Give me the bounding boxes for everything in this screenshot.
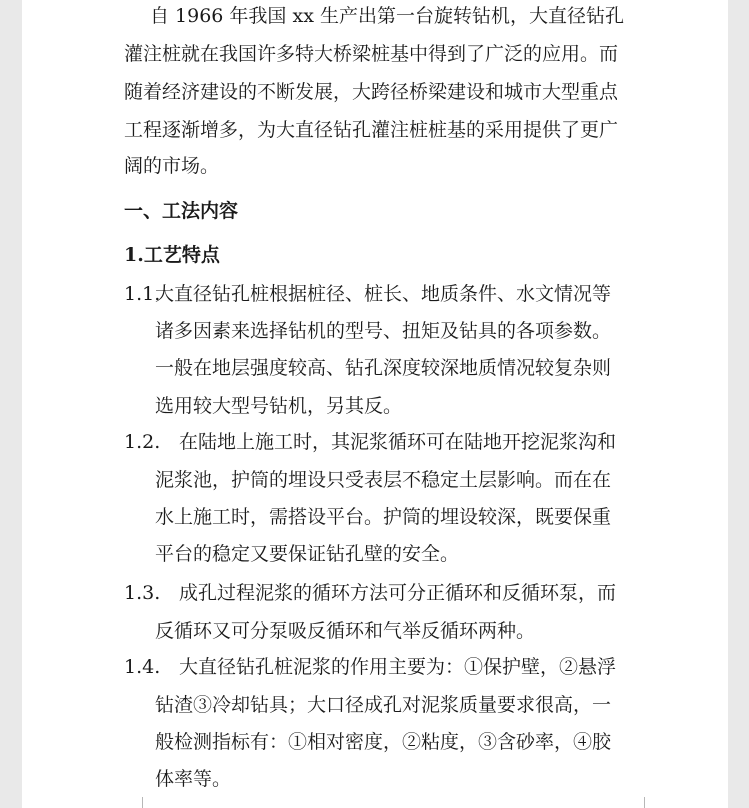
item-number: 1.3. — [124, 582, 161, 604]
item-first-line: 大直径钻孔桩根据桩径、桩长、地质条件、水文情况等 — [155, 283, 612, 305]
item-first-line: 大直径钻孔桩泥浆的作用主要为：①保护壁，②悬浮 — [179, 656, 617, 678]
item-line: 反循环又可分泵吸反循环和气举反循环两种。 — [155, 620, 536, 642]
subheading: 1.工艺特点 — [124, 244, 220, 266]
margin-corner-mark-left — [124, 797, 143, 808]
item-line: 诸多因素来选择钻机的型号、扭矩及钻具的各项参数。 — [155, 320, 612, 342]
item-line: 一般在地层强度较高、钻孔深度较深地质情况较复杂则 — [155, 357, 612, 379]
item-line: 平台的稳定又要保证钻孔壁的安全。 — [155, 543, 460, 565]
item-first-line: 在陆地上施工时，其泥浆循环可在陆地开挖泥浆沟和 — [179, 431, 617, 453]
item-line: 选用较大型号钻机，另其反。 — [155, 395, 403, 417]
item-first-line: 成孔过程泥浆的循环方法可分正循环和反循环泵，而 — [179, 582, 617, 604]
intro-line-5: 阔的市场。 — [124, 155, 220, 177]
section-heading: 一、工法内容 — [124, 200, 239, 222]
item-number: 1.1. — [124, 283, 161, 305]
item-number: 1.4. — [124, 656, 161, 678]
item-number: 1.2. — [124, 431, 161, 453]
item-line: 水上施工时，需搭设平台。护筒的埋设较深，既要保重 — [155, 506, 612, 528]
intro-line-3: 随着经济建设的不断发展，大跨径桥梁建设和城市大型重点 — [124, 81, 619, 103]
margin-corner-mark-right — [644, 797, 663, 808]
item-line: 般检测指标有：①相对密度，②粘度，③含砂率，④胶 — [155, 731, 612, 753]
item-line: 钻渣③冷却钻具；大口径成孔对泥浆质量要求很高，一 — [155, 694, 612, 716]
item-line: 泥浆池，护筒的埋设只受表层不稳定土层影响。而在在 — [155, 469, 612, 491]
item-line: 体率等。 — [155, 768, 232, 790]
document-page — [22, 0, 728, 808]
intro-line-1: 自 1966 年我国 xx 生产出第一台旋转钻机，大直径钻孔 — [150, 5, 624, 27]
intro-line-4: 工程逐渐增多，为大直径钻孔灌注桩桩基的采用提供了更广 — [124, 119, 619, 141]
intro-line-2: 灌注桩就在我国许多特大桥梁桩基中得到了广泛的应用。而 — [124, 43, 619, 65]
